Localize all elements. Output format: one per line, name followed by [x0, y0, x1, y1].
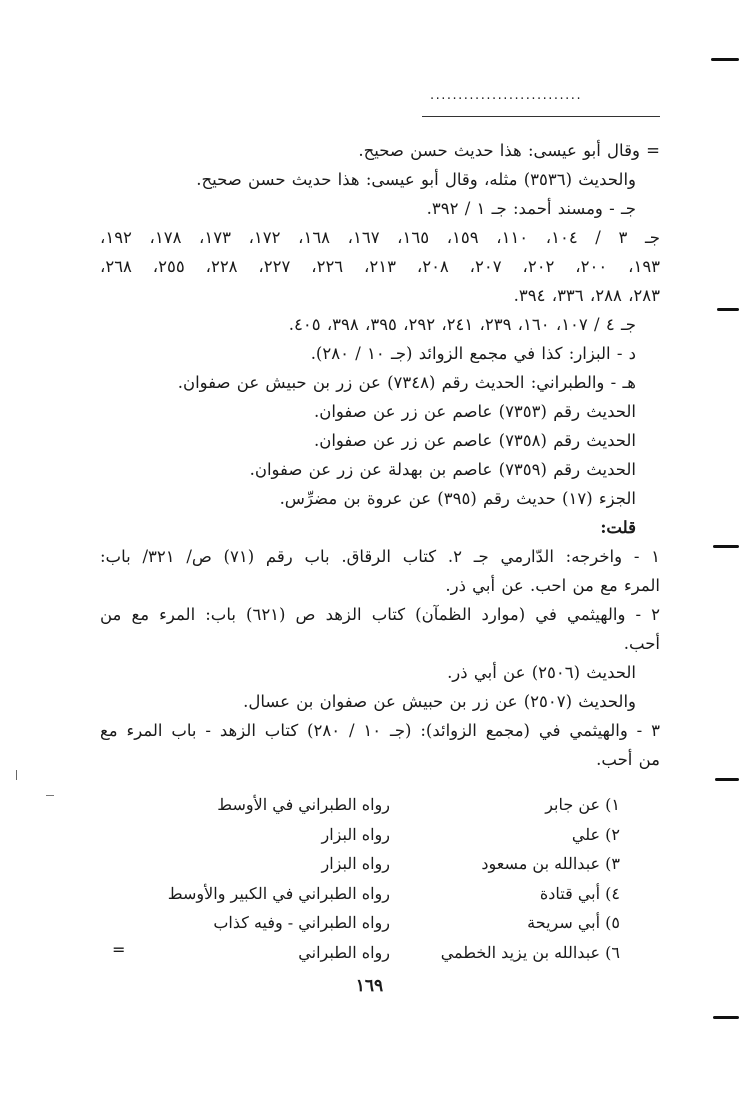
text-line: والحديث (٣٥٣٦) مثله، وقال أبو عيسى: هذا حديث حسن صحيح. [196, 170, 636, 189]
narrator-companion: ٦) عبدالله بن يزيد الخطمي [440, 942, 620, 962]
narrator-row [100, 790, 620, 820]
narrator-source: رواه الطبراني في الكبير والأوسط [167, 883, 390, 903]
header-dots: ........................... [430, 88, 583, 103]
edge-mark [715, 778, 739, 781]
text-line: = وقال أبو عيسى: هذا حديث حسن صحيح. [358, 141, 660, 160]
edge-mark [713, 545, 739, 548]
text-line: د - البزار: كذا في مجمع الزوائد (جـ ١٠ / ٢٨٠). [310, 344, 636, 363]
text-line: الحديث رقم (٧٣٥٨) عاصم عن زر عن صفوان. [313, 431, 636, 450]
text-line: جـ - ومسند أحمد: جـ ١ / ٣٩٢. [426, 199, 636, 218]
text-line: ١ - واخرجه: الدّارمي جـ ٢. كتاب الرقاق. باب رقم (٧١) ص/ ٣٢١/ باب: [100, 547, 660, 566]
text-line: الجزء (١٧) حديث رقم (٣٩٥) عن عروة بن مضرِّس. [279, 489, 636, 508]
narrator-source: رواه الطبراني - وفيه كذاب [213, 913, 390, 932]
text-line: الحديث رقم (٧٣٥٩) عاصم بن بهدلة عن زر عن صفوان. [249, 460, 636, 479]
narrator-row [100, 820, 620, 850]
narrator-source: رواه الطبراني في الأوسط [217, 795, 390, 814]
header-rule [422, 116, 660, 117]
text-line: جـ ٣ / ١٠٤، ١١٠، ١٥٩، ١٦٥، ١٦٧، ١٦٨، ١٧٢، ١٧٣، ١٧٨، ١٩٢، [100, 228, 660, 247]
text-line: جـ ٤ / ١٠٧، ١٦٠، ٢٣٩، ٢٤١، ٢٩٢، ٣٩٥، ٣٩٨، ٤٠٥. [288, 315, 636, 334]
text-line: أحب. [623, 634, 660, 653]
narrator-companion: ٣) عبدالله بن مسعود [481, 854, 620, 873]
narrator-source: رواه البزار [321, 824, 390, 844]
text-line: هـ - والطبراني: الحديث رقم (٧٣٤٨) عن زر بن حبيش عن صفوان. [177, 373, 636, 392]
narrator-row [100, 849, 620, 879]
text-line: المرء مع من احب. عن أبي ذر. [445, 576, 660, 595]
text-line: ٢٨٣، ٢٨٨، ٣٣٦، ٣٩٤. [513, 286, 660, 305]
text-line: ٣ - والهيثمي في (مجمع الزوائد): (جـ ١٠ / ٢٨٠) كتاب الزهد - باب المرء مع [100, 721, 660, 740]
continuation-mark: = [112, 940, 126, 959]
narrator-row [100, 879, 620, 909]
edge-mark [713, 1016, 739, 1019]
margin-mark [46, 795, 54, 796]
text-line: ٢ - والهيثمي في (موارد الظمآن) كتاب الزهد ص (٦٢١) باب: المرء مع من [100, 605, 660, 624]
narrator-source: رواه البزار [321, 854, 390, 873]
narrator-source: رواه الطبراني [298, 942, 390, 962]
body-text [100, 136, 660, 774]
narrator-companion: ٥) أبي سريحة [527, 913, 620, 932]
edge-mark [711, 58, 739, 61]
edge-mark [717, 308, 739, 311]
text-line: ١٩٣، ٢٠٠، ٢٠٢، ٢٠٧، ٢٠٨، ٢١٣، ٢٢٦، ٢٢٧، ٢٢٨، ٢٥٥، ٢٦٨، [100, 257, 660, 276]
narrator-companion: ٤) أبي قتادة [539, 883, 620, 903]
narrators-list [100, 790, 620, 967]
narrator-row [100, 938, 620, 968]
margin-mark [16, 770, 17, 780]
text-line: الحديث رقم (٧٣٥٣) عاصم عن زر عن صفوان. [313, 402, 636, 421]
text-line: الحديث (٢٥٠٦) عن أبي ذر. [447, 663, 636, 682]
section-heading: قلت: [600, 518, 636, 537]
text-line: والحديث (٢٥٠٧) عن زر بن حبيش عن صفوان بن عسال. [243, 692, 636, 711]
narrator-companion: ٢) علي [571, 824, 620, 844]
narrator-companion: ١) عن جابر [545, 795, 620, 814]
page-number: ١٦٩ [355, 976, 384, 996]
text-line: من أحب. [596, 750, 660, 769]
narrator-row [100, 908, 620, 938]
